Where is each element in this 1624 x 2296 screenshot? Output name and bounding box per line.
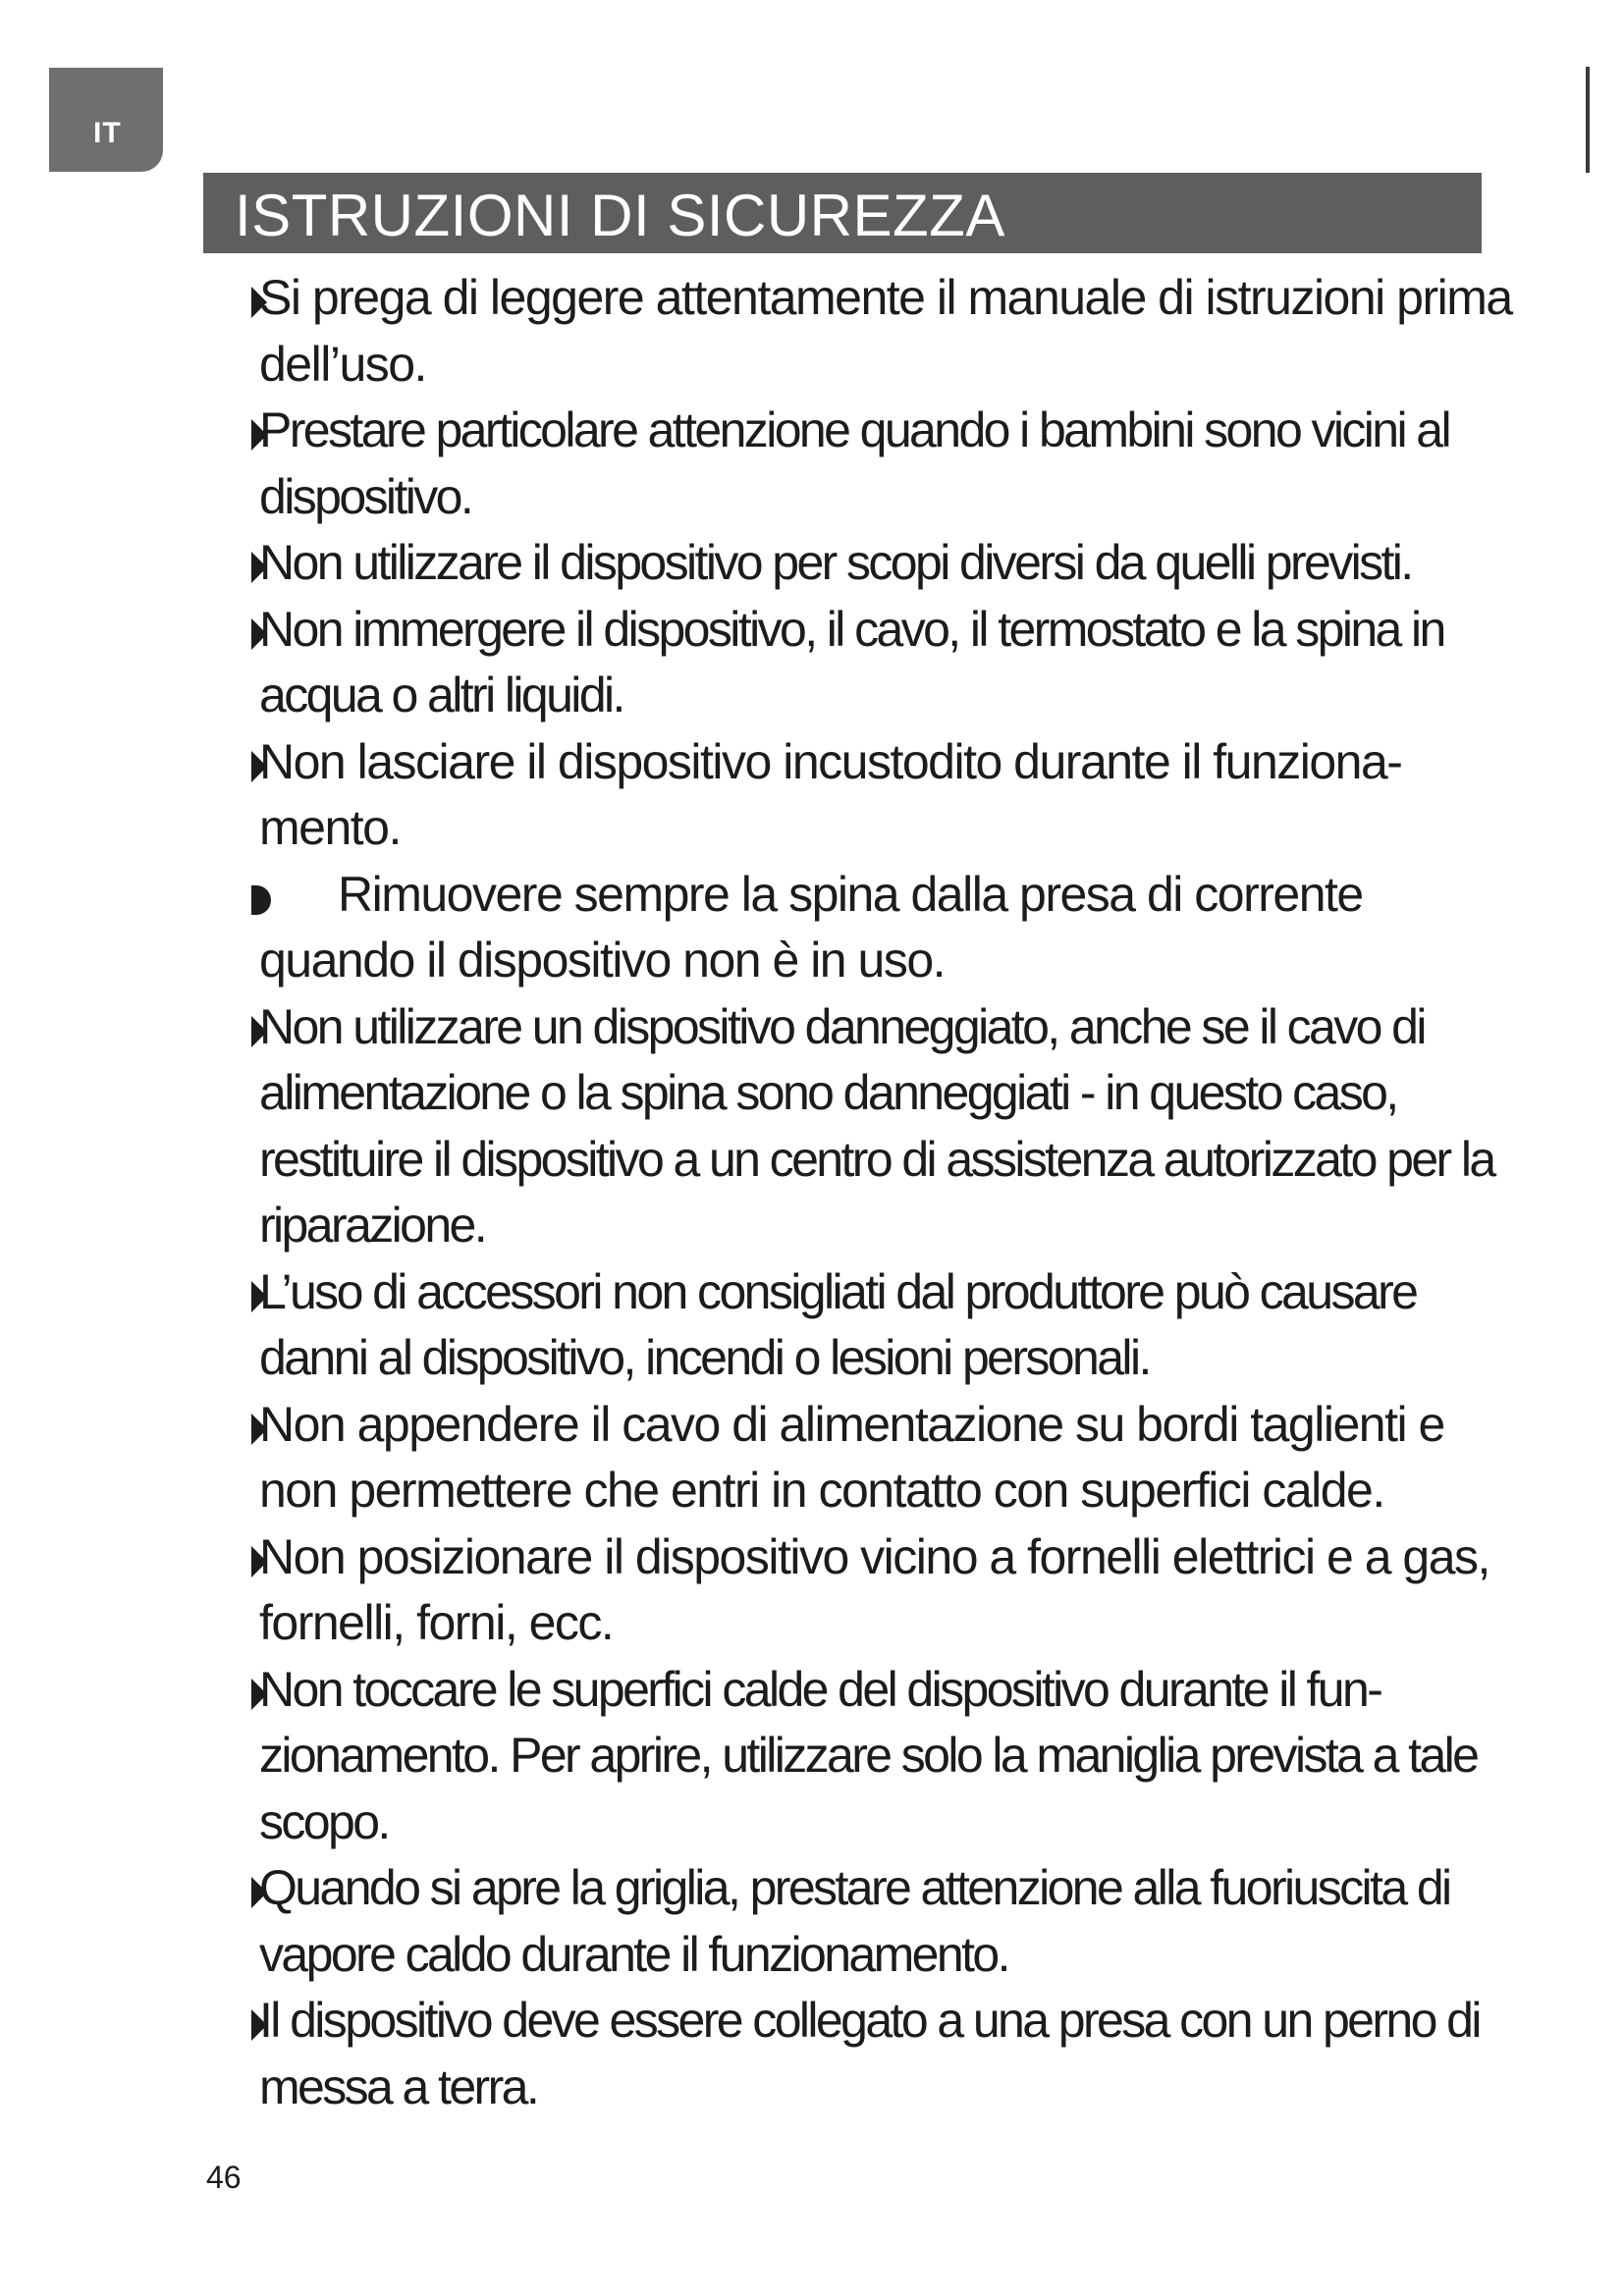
instruction-text: Prestare particolare attenzione quando i bambini sono vicini al dispositivo. — [259, 402, 1450, 524]
list-item — [253, 530, 1526, 597]
list-item — [253, 1524, 1526, 1657]
list-item — [253, 1392, 1526, 1524]
list-item — [253, 597, 1526, 729]
bullet-icon — [251, 552, 267, 583]
instruction-text: Non utilizzare un dispositivo danneggiato, anche se il cavo di alimentazione o la spina sono danneggiati - in questo caso, restituire il dispositivo a un centro di assistenza autorizzato per la riparazione. — [259, 998, 1494, 1253]
section-title-bar — [203, 173, 1482, 253]
language-tab — [49, 68, 163, 172]
bullet-icon — [251, 2009, 267, 2041]
list-item — [253, 1988, 1526, 2120]
instruction-text: Non immergere il dispositivo, il cavo, il termostato e la spina in acqua o altri liquidi. — [259, 601, 1444, 722]
instruction-text: Non posizionare il dispositivo vicino a fornelli elettrici e a gas, fornelli, forni, ecc. — [259, 1528, 1489, 1650]
instruction-text: Non appendere il cavo di alimentazione su bordi taglienti e non permettere che entri in contatto con superfici calde. — [259, 1396, 1444, 1518]
bullet-icon — [251, 751, 267, 782]
page-number: 46 — [206, 2160, 242, 2195]
language-code: IT — [93, 117, 122, 149]
list-item — [253, 398, 1526, 530]
list-item — [253, 862, 1526, 994]
list-item — [253, 1855, 1526, 1988]
instruction-text: Non lasciare il dispositivo incustodito durante il funziona-mento. — [259, 733, 1402, 855]
bullet-icon — [251, 1016, 267, 1047]
instruction-text: Il dispositivo deve essere collegato a una presa con un perno di messa a terra. — [259, 1993, 1480, 2114]
instruction-text: Si prega di leggere attentamente il manuale di istruzioni prima dell’uso. — [259, 270, 1512, 392]
bullet-icon — [251, 1679, 267, 1710]
bullet-icon — [251, 885, 271, 915]
section-title: ISTRUZIONI DI SICUREZZA — [235, 183, 1005, 248]
instruction-text: Non utilizzare il dispositivo per scopi diversi da quelli previsti. — [259, 535, 1412, 590]
bullet-icon — [251, 1877, 267, 1908]
instruction-text: Quando si apre la griglia, prestare attenzione alla fuoriuscita di vapore caldo durante il funzionamento. — [259, 1860, 1450, 1982]
bullet-icon — [251, 287, 267, 318]
bullet-icon — [251, 1281, 267, 1312]
instruction-text: Non toccare le superfici calde del dispositivo durante il fun-zionamento. Per aprire, utilizzare solo la maniglia prevista a tale scopo. — [259, 1661, 1478, 1849]
list-item — [253, 729, 1526, 862]
instruction-text: L’uso di accessori non consigliati dal produttore può causare danni al dispositivo, incendi o lesioni personali. — [259, 1263, 1417, 1385]
list-item — [253, 265, 1526, 398]
bullet-icon — [251, 618, 267, 650]
list-item — [253, 1259, 1526, 1392]
safety-instructions-list — [253, 265, 1589, 2120]
instruction-text: Rimuovere sempre la spina dalla presa di corrente quando il dispositivo non è in uso. — [259, 866, 1363, 988]
bullet-icon — [251, 1546, 267, 1577]
list-item — [253, 994, 1526, 1259]
bullet-icon — [251, 419, 267, 451]
bullet-icon — [251, 1414, 267, 1445]
list-item — [253, 1657, 1526, 1856]
page-edge-mark — [1586, 67, 1590, 173]
